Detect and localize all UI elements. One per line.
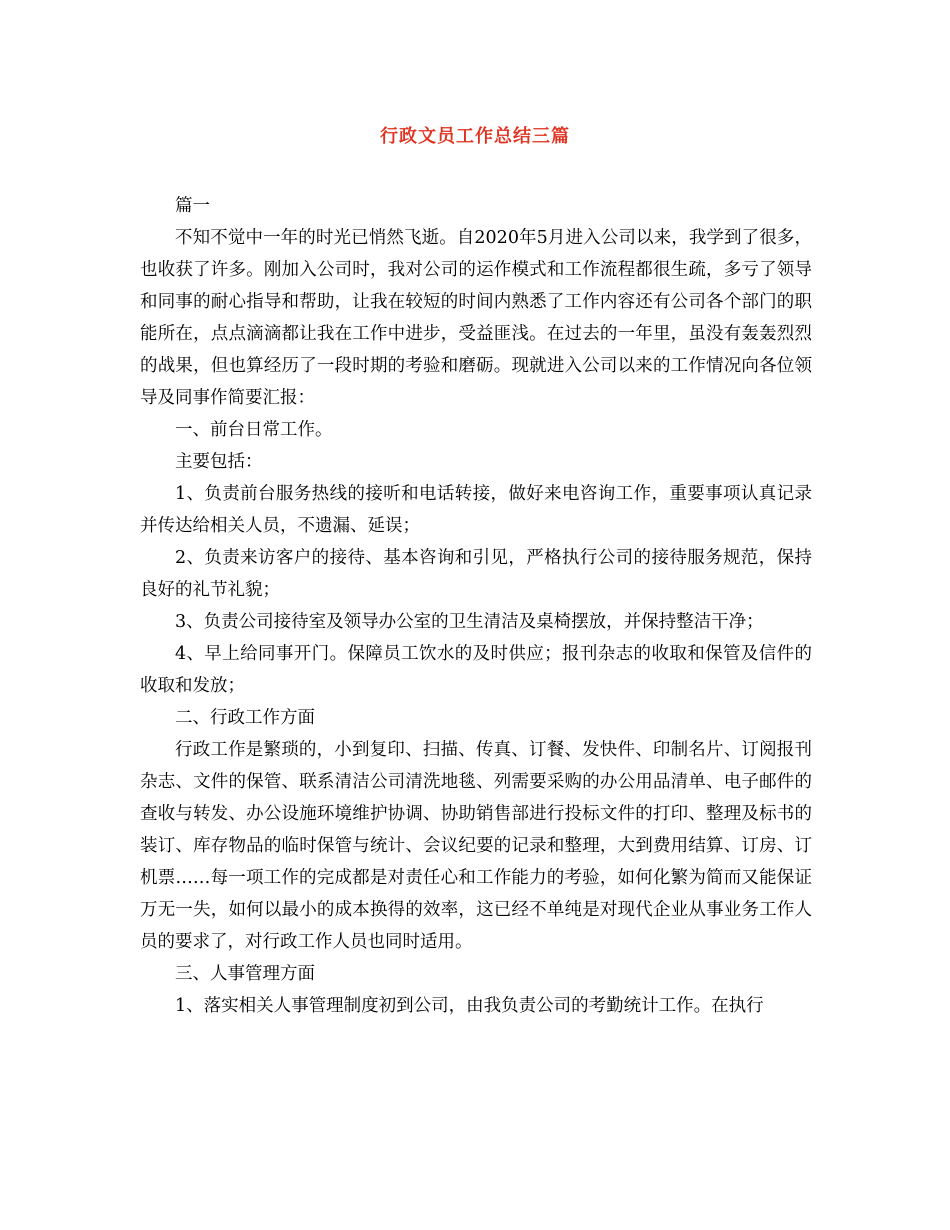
intro-paragraph: 不知不觉中一年的时光已悄然飞逝。自2020年5月进入公司以来，我学到了很多，也收获了许多。刚加入公司时，我对公司的运作模式和工作流程都很生疏，多亏了领导和同事的耐心指导和帮助，让我在较短的时间内熟悉了工作内容还有公司各个部门的职能所在，点点滴滴都让我在工作中进步，受益匪浅。在过去的一年里，虽没有轰轰烈烈的战果，但也算经历了一段时期的考验和磨砺。现就进入公司以来的工作情况向各位领导及同事作简要汇报：	[140, 228, 812, 408]
personnel-paragraph: 1、落实相关人事管理制度初到公司，由我负责公司的考勤统计工作。在执行	[175, 996, 764, 1016]
list-item-2: 2、负责来访客户的接待、基本咨询和引见，严格执行公司的接待服务规范，保持良好的礼节礼貌；	[140, 548, 812, 600]
heading-personnel-management: 三、人事管理方面	[175, 964, 315, 984]
list-item-4: 4、早上给同事开门。保障员工饮水的及时供应；报刊杂志的收取和保管及信件的收取和发放；	[140, 644, 812, 696]
list-item-1: 1、负责前台服务热线的接听和电话转接，做好来电咨询工作，重要事项认真记录并传达给相关人员，不遗漏、延误；	[140, 484, 812, 536]
heading-administrative-work: 二、行政工作方面	[175, 708, 315, 728]
administrative-work-paragraph: 行政工作是繁琐的，小到复印、扫描、传真、订餐、发快件、印制名片、订阅报刊杂志、文件的保管、联系清洁公司清洗地毯、列需要采购的办公用品清单、电子邮件的查收与转发、办公设施环境维护协调、协助销售部进行投标文件的打印、整理及标书的装订、库存物品的临时保管与统计、会议纪要的记录和整理，大到费用结算、订房、订机票……每一项工作的完成都是对责任心和工作能力的考验，如何化繁为简而又能保证万无一失，如何以最小的成本换得的效率，这已经不单纯是对现代企业从事业务工作人员的要求了，对行政工作人员也同时适用。	[140, 740, 812, 952]
main-includes-label: 主要包括：	[175, 452, 263, 472]
list-item-3: 3、负责公司接待室及领导办公室的卫生清洁及桌椅摆放，并保持整洁干净；	[175, 612, 764, 632]
document-title: 行政文员工作总结三篇	[380, 126, 570, 147]
heading-front-desk-work: 一、前台日常工作。	[175, 420, 333, 440]
document-body	[140, 190, 812, 1022]
section-label-part-one: 篇一	[175, 196, 210, 216]
